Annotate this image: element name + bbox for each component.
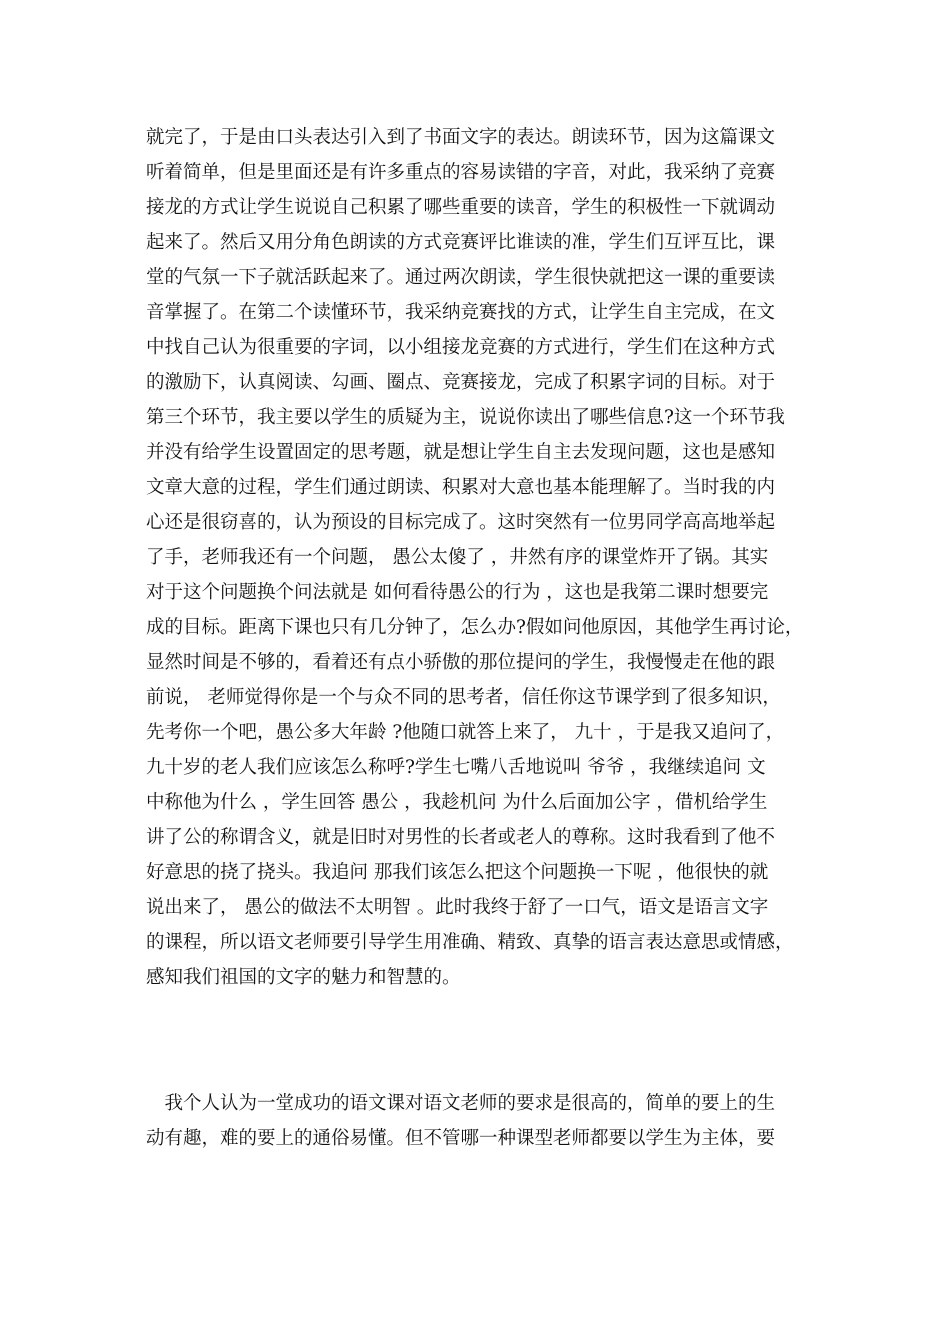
text-line: 文章大意的过程，学生们通过朗读、积累对大意也基本能理解了。当时我的内 — [146, 477, 776, 498]
text-line: 起来了。然后又用分角色朗读的方式竞赛评比谁读的准，学生们互评互比，课 — [146, 232, 776, 253]
text-line: 的课程，所以语文老师要引导学生用准确、精致、真挚的语言表达意思或情感， — [146, 932, 794, 953]
text-line: 接龙的方式让学生说说自己积累了哪些重要的读音，学生的积极性一下就调动 — [146, 197, 776, 218]
text-line: 中称他为什么 ，学生回答 愚公 ，我趁机问 为什么后面加公字 ，借机给学生 — [146, 792, 768, 813]
text-line: 显然时间是不够的，看着还有点小骄傲的那位提问的学生，我慢慢走在他的跟 — [146, 652, 776, 673]
text-line: 就完了，于是由口头表达引入到了书面文字的表达。朗读环节，因为这篇课文 — [146, 127, 776, 148]
text-line: 了手，老师我还有一个问题， 愚公太傻了 ，井然有序的课堂炸开了锅。其实 — [146, 547, 769, 568]
text-line: 我个人认为一堂成功的语文课对语文老师的要求是很高的，简单的要上的生 — [146, 1093, 776, 1114]
text-line: 说出来了， 愚公的做法不太明智 。此时我终于舒了一口气，语文是语言文字 — [146, 897, 769, 918]
text-line: 感知我们祖国的文字的魅力和智慧的。 — [146, 967, 461, 988]
text-line: 成的目标。距离下课也只有几分钟了，怎么办?假如问他原因，其他学生再讨论， — [146, 617, 804, 638]
text-line: 好意思的挠了挠头。我追问 那我们该怎么把这个问题换一下呢 ，他很快的就 — [146, 862, 769, 883]
text-line: 先考你一个吧，愚公多大年龄 ?他随口就答上来了， 九十 ，于是我又追问了， — [146, 722, 785, 743]
text-line: 并没有给学生设置固定的思考题，就是想让学生自主去发现问题，这也是感知 — [146, 442, 776, 463]
text-line: 对于这个问题换个问法就是 如何看待愚公的行为 ，这也是我第二课时想要完 — [146, 582, 769, 603]
text-line: 的激励下，认真阅读、勾画、圈点、竞赛接龙，完成了积累字词的目标。对于 — [146, 372, 776, 393]
text-line: 中找自己认为很重要的字词，以小组接龙竞赛的方式进行，学生们在这种方式 — [146, 337, 776, 358]
text-line: 前说， 老师觉得你是一个与众不同的思考者，信任你这节课学到了很多知识， — [146, 687, 781, 708]
text-line: 九十岁的老人我们应该怎么称呼?学生七嘴八舌地说叫 爷爷 ，我继续追问 文 — [146, 757, 766, 778]
text-line: 动有趣，难的要上的通俗易懂。但不管哪一种课型老师都要以学生为主体，要 — [146, 1128, 776, 1149]
text-line: 讲了公的称谓含义，就是旧时对男性的长者或老人的尊称。这时我看到了他不 — [146, 827, 776, 848]
text-line: 第三个环节，我主要以学生的质疑为主，说说你读出了哪些信息?这一个环节我 — [146, 407, 785, 428]
text-line: 音掌握了。在第二个读懂环节，我采纳竞赛找的方式，让学生自主完成，在文 — [146, 302, 776, 323]
text-line: 堂的气氛一下子就活跃起来了。通过两次朗读，学生很快就把这一课的重要读 — [146, 267, 776, 288]
text-line: 心还是很窃喜的，认为预设的目标完成了。这时突然有一位男同学高高地举起 — [146, 512, 776, 533]
text-line: 听着简单，但是里面还是有许多重点的容易读错的字音，对此，我采纳了竞赛 — [146, 162, 776, 183]
